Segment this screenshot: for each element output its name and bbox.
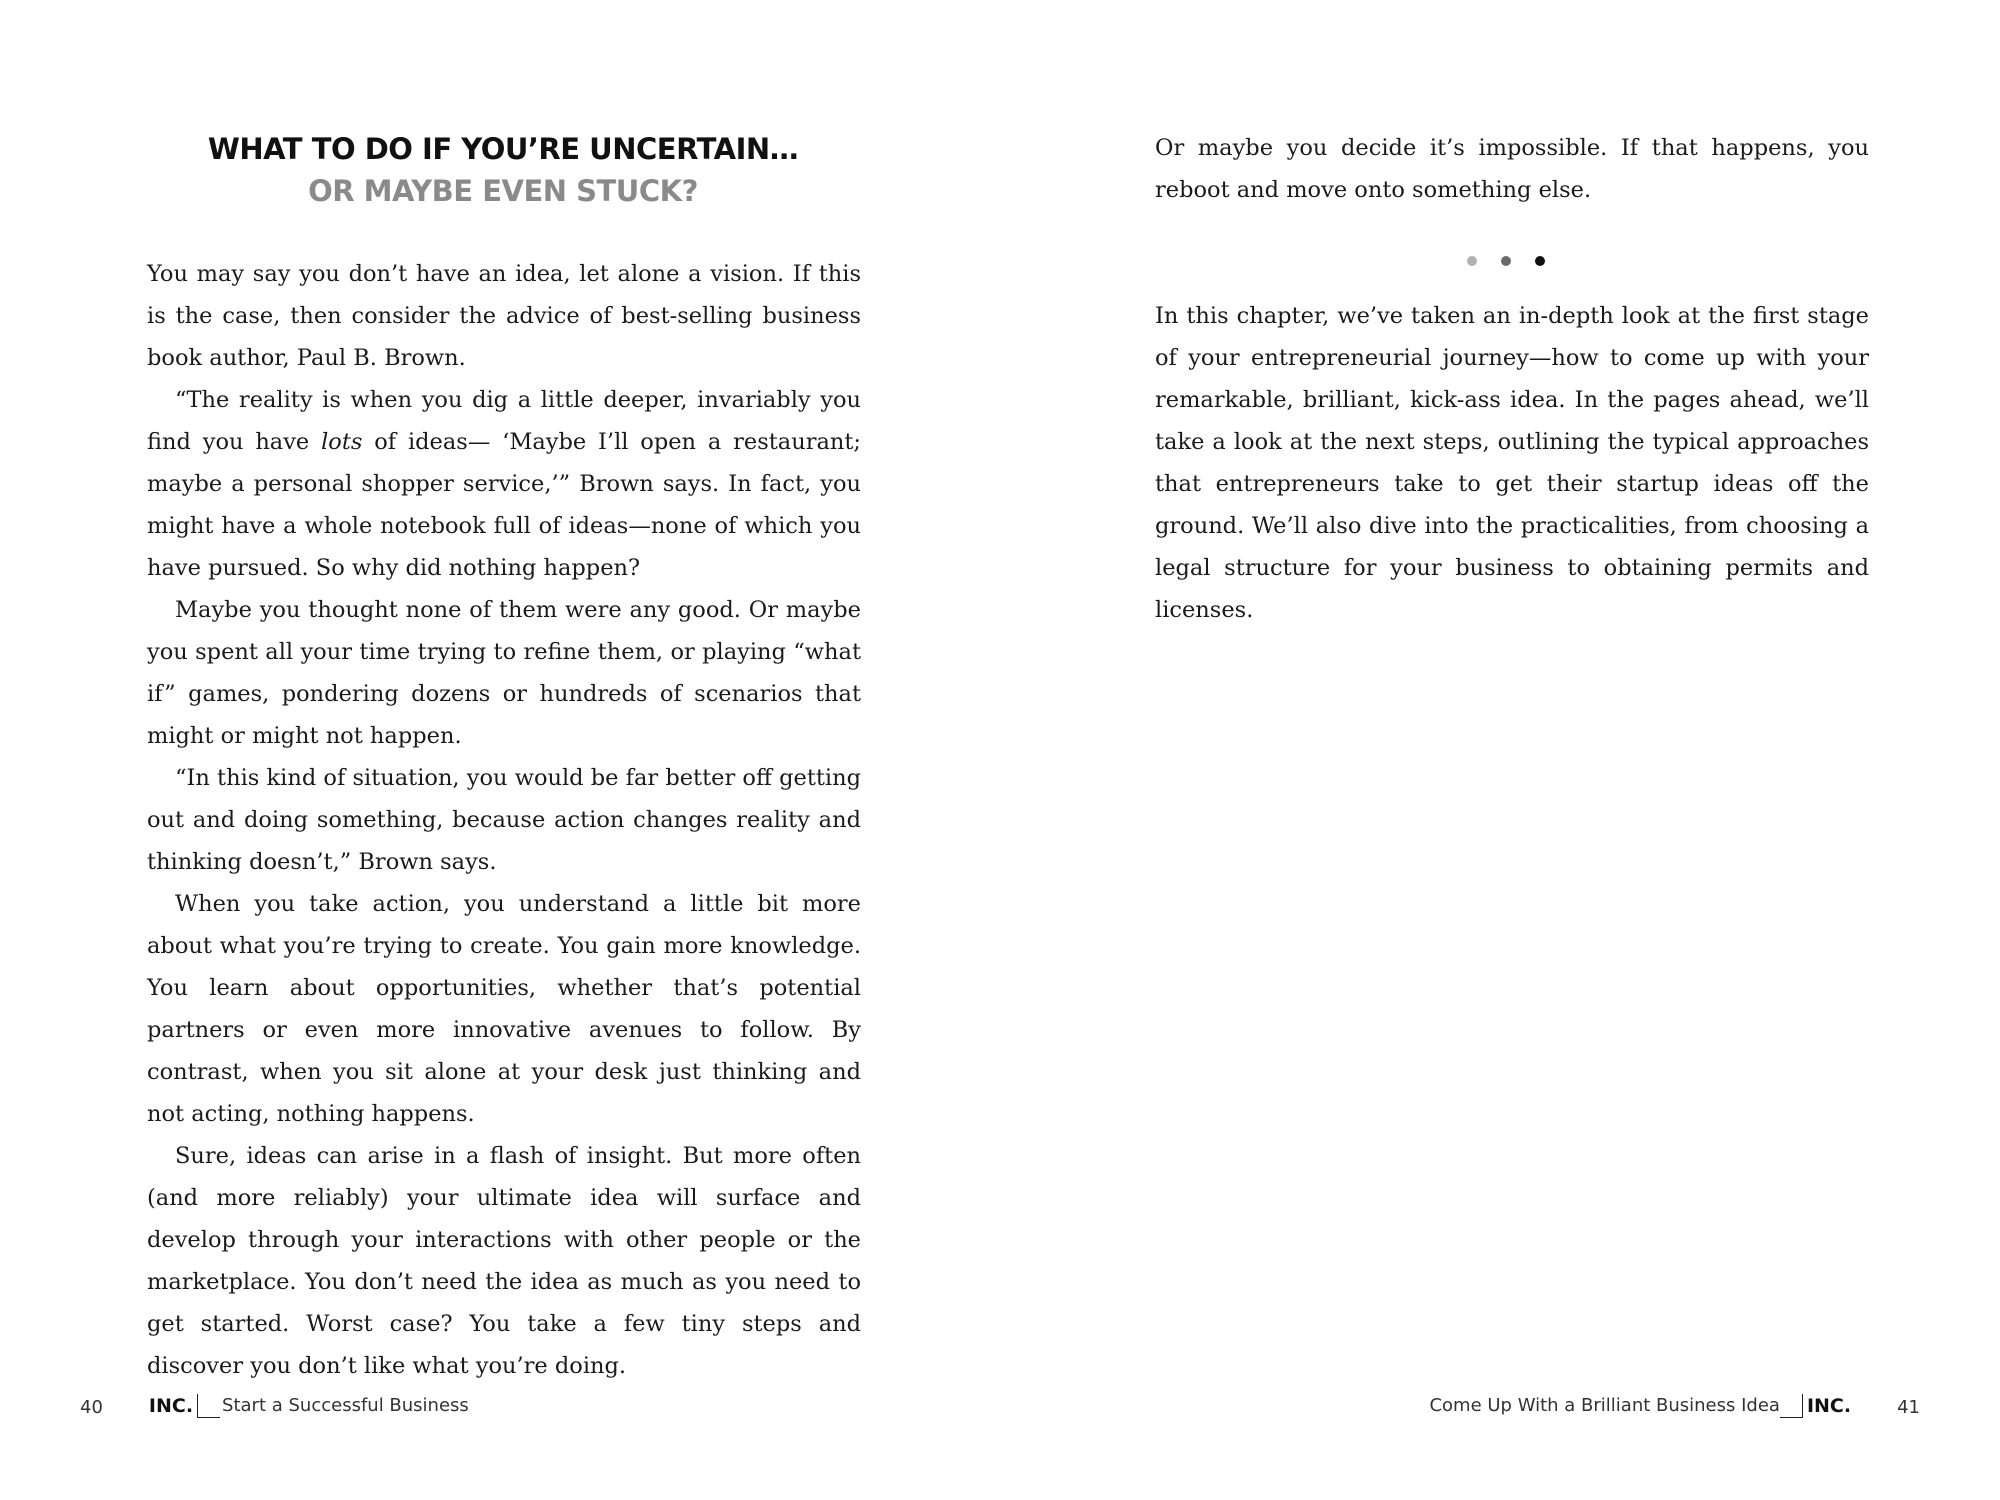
chapter-title: Come Up With a Brilliant Business Idea <box>1429 1395 1780 1416</box>
paragraph: In this chapter, we’ve taken an in-depth look at the first stage of your entrepreneurial journey—how to come up with your remarkable, brilliant, kick-ass idea. In the pages ahead, we’ll take a look at the next steps, outlining the typical approaches that entrepreneurs take to get their startup ideas off the ground. We’ll also dive into the practicalities, from choosing a legal structure for your business to obtaining permits and licenses. <box>1155 303 1869 623</box>
section-break-dots <box>1467 256 1545 266</box>
dot-icon <box>1501 256 1511 266</box>
section-heading <box>147 128 859 212</box>
paragraph: When you take action, you understand a little bit more about what you’re trying to create. You gain more knowledge. You learn about opportunities, whether that’s potential partners or even more innovative avenues to follow. By contrast, when you sit alone at your desk just thinking and not acting, nothing happens. <box>147 891 861 1127</box>
right-footer <box>1427 1388 1920 1418</box>
page-number: 41 <box>1897 1397 1920 1418</box>
dot-icon <box>1467 256 1477 266</box>
dot-icon <box>1535 256 1545 266</box>
brand-logo: INC. <box>145 1394 198 1418</box>
right-page <box>1000 0 2000 1500</box>
right-body-text-top <box>1155 127 1869 211</box>
paragraph: Sure, ideas can arise in a flash of insight. But more often (and more reliably) your ultimate idea will surface and develop through your interactions with other people or the marketplace. You don’t need the idea as much as you need to get started. Worst case? You take a few tiny steps and discover you don’t like what you’re doing. <box>147 1143 861 1379</box>
book-title: Start a Successful Business <box>222 1395 469 1416</box>
heading-line-2: OR MAYBE EVEN STUCK? <box>308 174 698 208</box>
paragraph: “In this kind of situation, you would be far better off getting out and doing something, because action changes reality and thinking doesn’t,” Brown says. <box>147 765 861 875</box>
divider <box>1780 1393 1802 1418</box>
heading-line-1: WHAT TO DO IF YOU’RE UNCERTAIN… <box>207 132 799 166</box>
emphasis-text: lots <box>321 429 363 455</box>
paragraph: You may say you don’t have an idea, let alone a vision. If this is the case, then consider the advice of best-selling business book author, Paul B. Brown. <box>147 261 861 371</box>
divider <box>198 1393 220 1418</box>
paragraph: Maybe you thought none of them were any good. Or maybe you spent all your time trying to refine them, or playing “what if” games, pondering dozens or hundreds of scenarios that might or might not happen. <box>147 597 861 749</box>
paragraph: Or maybe you decide it’s impossible. If that happens, you reboot and move onto something else. <box>1155 135 1869 203</box>
right-body-text <box>1155 295 1869 631</box>
page-number: 40 <box>80 1397 103 1418</box>
left-body-text <box>147 253 861 1387</box>
paragraph: “The reality is when you dig a little deeper, invariably you find you have lots of ideas— ‘Maybe I’ll open a restaurant; maybe a personal shopper service,’” Brown says. In fact, you might have a whole notebook full of ideas—none of which you have pursued. So why did nothing happen? <box>147 387 861 581</box>
left-footer <box>80 1388 469 1418</box>
brand-logo: INC. <box>1802 1394 1855 1418</box>
